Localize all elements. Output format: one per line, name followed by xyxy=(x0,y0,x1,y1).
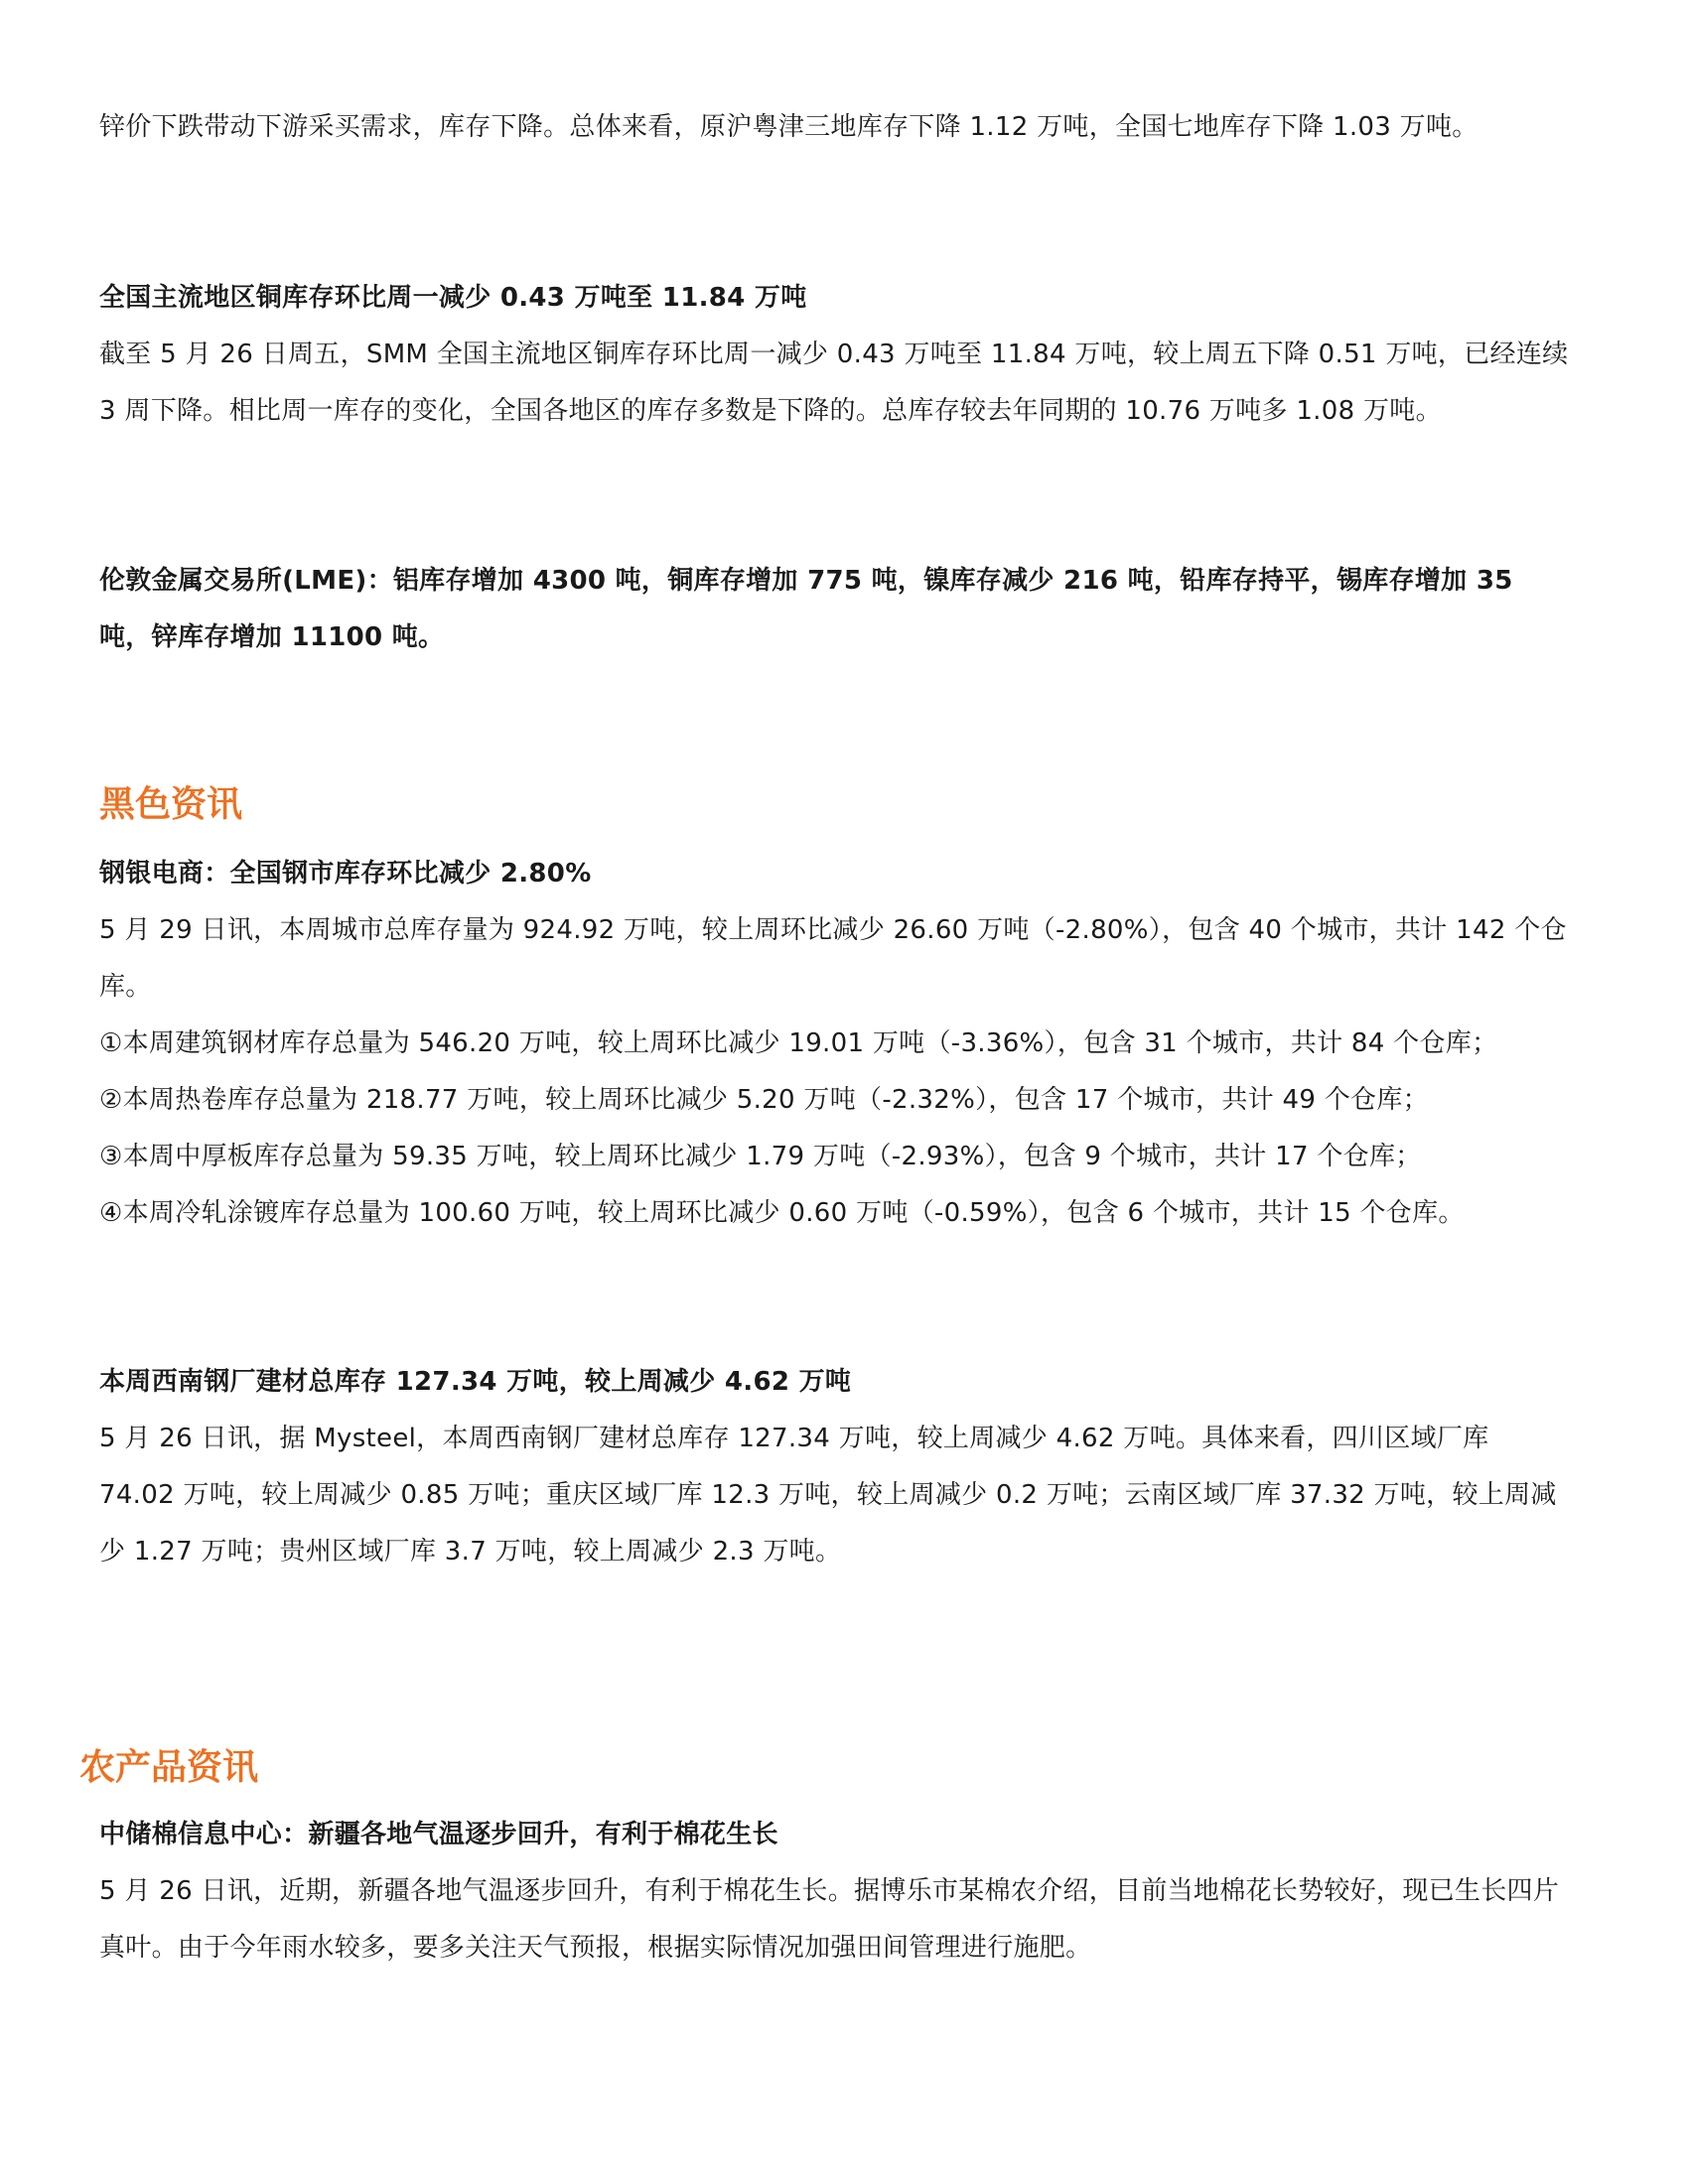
agri-news-heading: 农产品资讯 xyxy=(79,1747,259,1788)
lme-inventory-text: 伦敦金属交易所(LME)：铝库存增加 4300 吨，铜库存增加 775 吨，镍库存减少 216 吨，铅库存持平，锡库存增加 35 吨，锌库存增加 11100 吨。 xyxy=(99,566,1513,652)
ferrous-news-heading: 黑色资讯 xyxy=(99,784,243,825)
steel-item-hot-rolled: ②本周热卷库存总量为 218.77 万吨，较上周环比减少 5.20 万吨（-2.32%），包含 17 个城市，共计 49 个仓库； xyxy=(99,1085,1429,1115)
steel-item-cold-rolled: ④本周冷轧涂镀库存总量为 100.60 万吨，较上周环比减少 0.60 万吨（-0.59%），包含 6 个城市，共计 15 个仓库。 xyxy=(99,1198,1465,1228)
zinc-inventory-paragraph xyxy=(99,99,1569,156)
steel-item-construction: ①本周建筑钢材库存总量为 546.20 万吨，较上周环比减少 19.01 万吨（-3.36%），包含 31 个城市，共计 84 个仓库； xyxy=(99,1028,1498,1058)
steel-inventory-body: 5 月 29 日讯，本周城市总库存量为 924.92 万吨，较上周环比减少 26.60 万吨（-2.80%），包含 40 个城市，共计 142 个仓库。 xyxy=(99,915,1567,1002)
lme-inventory-section xyxy=(99,553,1569,666)
cotton-section xyxy=(99,1807,1569,1977)
southwest-steel-title: 本周西南钢厂建材总库存 127.34 万吨，较上周减少 4.62 万吨 xyxy=(99,1367,852,1397)
steel-inventory-title: 钢银电商：全国钢市库存环比减少 2.80% xyxy=(99,859,592,888)
cotton-title: 中储棉信息中心：新疆各地气温逐步回升，有利于棉花生长 xyxy=(99,1820,778,1849)
steel-inventory-section xyxy=(99,846,1569,1242)
zinc-intro-text: 锌价下跌带动下游采买需求，库存下降。总体来看，原沪粤津三地库存下降 1.12 万吨，全国七地库存下降 1.03 万吨。 xyxy=(99,112,1478,142)
steel-item-medium-plate: ③本周中厚板库存总量为 59.35 万吨，较上周环比减少 1.79 万吨（-2.93%），包含 9 个城市，共计 17 个仓库； xyxy=(99,1142,1422,1171)
cotton-body: 5 月 26 日讯，近期，新疆各地气温逐步回升，有利于棉花生长。据博乐市某棉农介绍，目前当地棉花长势较好，现已生长四片真叶。由于今年雨水较多，要多关注天气预报，根据实际情况加强田间管理进行施肥。 xyxy=(99,1876,1560,1963)
southwest-steel-section xyxy=(99,1354,1569,1580)
copper-inventory-section xyxy=(99,270,1569,440)
southwest-steel-body: 5 月 26 日讯，据 Mysteel，本周西南钢厂建材总库存 127.34 万吨，较上周减少 4.62 万吨。具体来看，四川区域厂库 74.02 万吨，较上周减少 0.85 万吨；重庆区域厂库 12.3 万吨，较上周减少 0.2 万吨；云南区域厂库 37.32 万吨，较上周减少 1.27 万吨；贵州区域厂库 3.7 万吨，较上周减少 2.3 万吨。 xyxy=(99,1424,1557,1567)
copper-inventory-body: 截至 5 月 26 日周五，SMM 全国主流地区铜库存环比周一减少 0.43 万吨至 11.84 万吨，较上周五下降 0.51 万吨，已经连续 3 周下降。相比周一库存的变化，全国各地区的库存多数是下降的。总库存较去年同期的 10.76 万吨多 1.08 万吨。 xyxy=(99,340,1569,426)
copper-inventory-title: 全国主流地区铜库存环比周一减少 0.43 万吨至 11.84 万吨 xyxy=(99,283,807,313)
